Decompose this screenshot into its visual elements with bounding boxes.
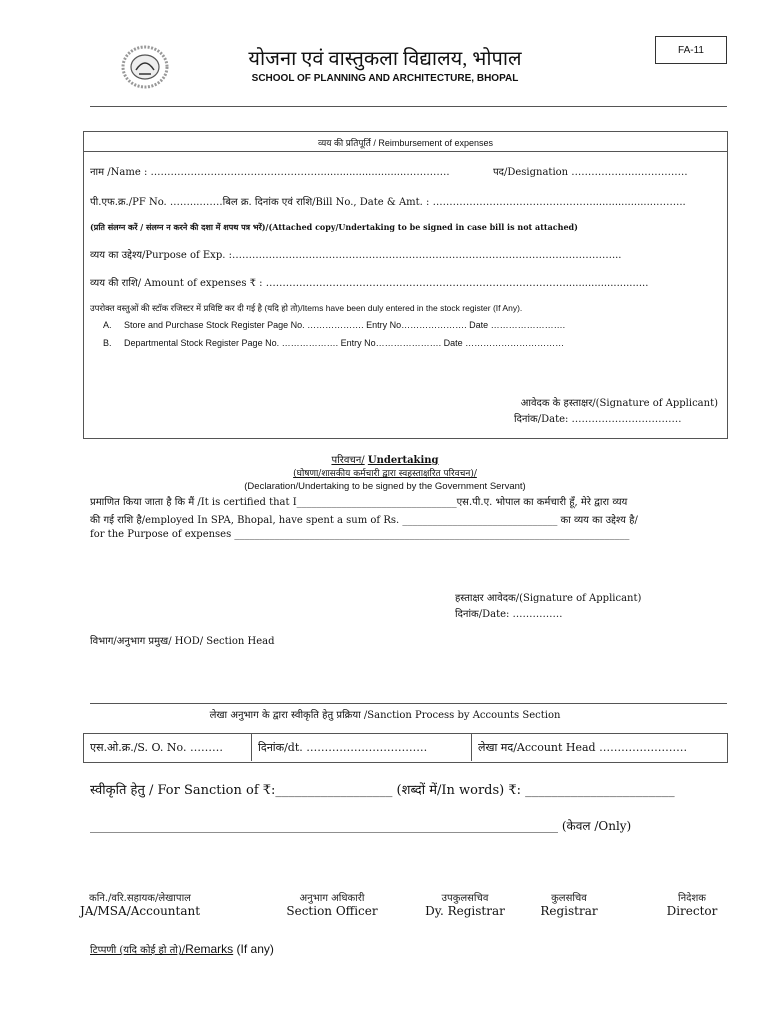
form-code-box [655,36,727,64]
undertaking-amount-line[interactable]: की गई राशि है/employed In SPA, Bhopal, have spent a sum of Rs. _______________________________ का व्यय का उद्देश्य है/ [90,515,638,526]
signatory-section-officer [272,890,392,918]
account-head-label: लेखा मद/Account Head …………………… [478,740,688,754]
signatory-english: JA/MSA/Accountant [80,904,201,918]
remarks-hindi: टिप्पणी (यदि कोई हो तो)/ [90,945,186,956]
signatory-hindi: अनुभाग अधिकारी [299,893,365,904]
signatory-hindi: उपकुलसचिव [441,893,489,904]
reimbursement-heading-divider [84,151,727,152]
stock-item-marker: B. [103,338,112,348]
sanction-amount-field[interactable]: स्वीकृति हेतु / For Sanction of ₹:__________________ (शब्दों में/In words) ₹: _______________________ [90,783,675,798]
page-title-english: SCHOOL OF PLANNING AND ARCHITECTURE, BHOPAL [251,73,519,84]
purpose-field[interactable]: व्यय का उद्देश्य/Purpose of Exp. :……………………………………………………………………………………………………... [90,250,622,261]
signatory-registrar [509,890,629,918]
signatory-english: Dy. Registrar [425,904,505,918]
applicant-date-field[interactable]: दिनांक/Date: …………………………… [514,414,682,425]
signatory-english: Section Officer [286,904,378,918]
signatory-hindi: निदेशक [678,893,706,904]
undertaking-subheading-hindi: (घोषणा/शासकीय कर्मचारी द्वारा स्वहस्ताक्षरित परिवचन)/ [293,469,477,479]
designation-field[interactable]: पद/Designation ………………..…………… [493,167,688,178]
sanction-date-field[interactable] [252,733,472,761]
remarks-suffix: (If any) [233,942,274,956]
so-number-label: एस.ओ.क्र./S. O. No. ……… [90,740,223,754]
undertaking-heading [0,452,770,466]
undertaking-date-field[interactable]: दिनांक/Date: …………… [455,609,563,620]
sanction-heading: लेखा अनुभाग के द्वारा स्वीकृति हेतु प्रक्रिया /Sanction Process by Accounts Section [209,710,561,721]
header-divider [90,106,727,107]
stock-item-marker: A. [103,320,112,330]
so-number-field[interactable] [84,733,252,761]
signatory-english: Director [666,904,718,918]
reimbursement-heading: व्यय की प्रतिपूर्ति / Reimbursement of expenses [318,138,493,148]
store-purchase-register-field[interactable]: Store and Purchase Stock Register Page No. ………………. Entry No…………………. Date ……………………. [124,320,566,330]
attached-copy-note: (प्रति संलग्न करें / संलग्न न करने की दशा में शपथ पत्र भरें)/(Attached copy/Undertaking to be signed in case bill is not attached) [90,222,578,232]
undertaking-heading-hindi: परिवचन/ [331,455,365,466]
stock-register-note: उपरोक्त वस्तुओं की स्टॉक रजिस्टर में प्रविष्टि कर दी गई है (यदि हो तो)/Items have been duly entered in the stock register (If Any). [90,303,523,313]
signatory-hindi: कुलसचिव [551,893,587,904]
undertaking-signature-label: हस्ताक्षर आवेदक/(Signature of Applicant) [455,593,642,604]
signatory-dy-registrar [405,890,525,918]
amount-in-words-field[interactable]: ______________________________________________________________________________ (केवल /Only) [90,819,632,833]
remarks-english: Remarks [185,942,234,956]
form-code: FA-11 [678,44,704,56]
signatory-accountant [80,890,200,918]
remarks-field[interactable] [90,942,274,956]
page-title-hindi: योजना एवं वास्तुकला विद्यालय, भोपाल [248,48,522,70]
sanction-date-label: दिनांक/dt. …………………………… [258,740,428,754]
pf-bill-field[interactable]: पी.एफ.क्र./PF No. ……...…….बिल क्र. दिनांक एवं राशि/Bill No., Date & Amt. : …………………………………………....................……... [90,197,686,208]
undertaking-purpose-line[interactable]: for the Purpose of expenses _______________________________________________________________________________ [90,529,630,540]
departmental-register-field[interactable]: Departmental Stock Register Page No. ………………. Entry No…………………. Date …………………………… [124,338,565,348]
account-head-field[interactable] [472,733,726,761]
undertaking-heading-english: Undertaking [367,455,439,466]
signatory-hindi: कनि./वरि.सहायक/लेखापाल [89,893,191,904]
undertaking-subheading-english: (Declaration/Undertaking to be signed by the Government Servant) [244,481,526,492]
undertaking-certify-line[interactable]: प्रमाणित किया जाता है कि मैं /It is certified that I________________________________एस.पी.ए. भोपाल का कर्मचारी हूँ, मेरे द्वारा व्यय [90,497,628,508]
signatory-english: Registrar [540,904,598,918]
name-field[interactable]: नाम /Name : ……………………………………………...........................…………. [90,167,450,178]
signatory-director [632,890,752,918]
applicant-signature-label: आवेदक के हस्ताक्षर/(Signature of Applicant) [520,398,718,409]
amount-field[interactable]: व्यय की राशि/ Amount of expenses ₹ : ……………………………………………………………………………….......................... [90,278,649,289]
sanction-divider [90,703,727,704]
hod-signature-label: विभाग/अनुभाग प्रमुख/ HOD/ Section Head [90,636,275,647]
